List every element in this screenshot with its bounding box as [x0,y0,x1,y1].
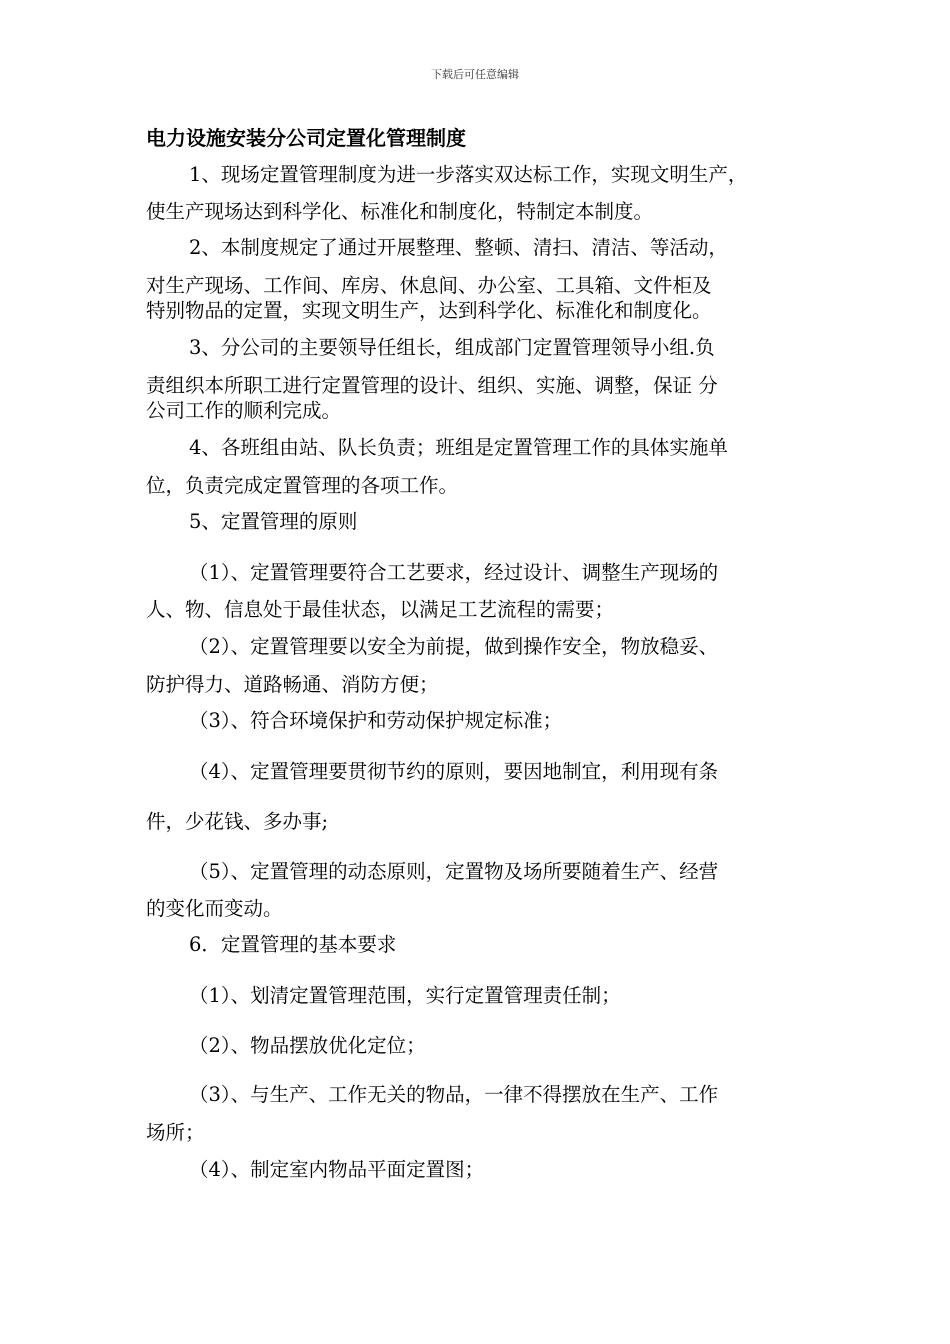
paragraph-line: （2）、物品摆放优化定位； [189,1034,426,1057]
paragraph-line: 件，少花钱、多办事; [146,810,329,833]
paragraph-line: （3）、符合环境保护和劳动保护规定标准； [189,709,563,732]
paragraph-line: 防护得力、道路畅通、消防方便； [146,673,439,696]
paragraph-line: （5）、定置管理的动态原则，定置物及场所要随着生产、经营 [189,860,719,883]
paragraph-line: （2）、定置管理要以安全为前提，做到操作安全，物放稳妥、 [189,635,719,658]
section-heading: 5、定置管理的原则 [189,510,358,533]
paragraph-line: （1）、定置管理要符合工艺要求，经过设计、调整生产现场的 [189,561,719,584]
paragraph-line: 2、本制度规定了通过开展整理、整顿、清扫、清洁、等活动， [189,236,728,259]
paragraph-line: 人、物、信息处于最佳状态，以满足工艺流程的需要； [146,598,615,621]
paragraph-line: 对生产现场、工作间、库房、休息间、办公室、工具箱、文件柜及 [146,274,712,297]
paragraph-line: 公司工作的顺利完成。 [146,399,342,422]
paragraph-line: 特别物品的定置，实现文明生产，达到科学化、标准化和制度化。 [146,299,712,322]
paragraph-line: 责组织本所职工进行定置管理的设计、组织、实施、调整，保证 分 [146,374,718,397]
paragraph-line: 场所； [146,1121,205,1144]
document-title: 电力设施安装分公司定置化管理制度 [146,126,466,150]
paragraph-line: 4、各班组由站、队长负责；班组是定置管理工作的具体实施单 [189,436,728,459]
paragraph-line: 1、现场定置管理制度为进一步落实双达标工作，实现文明生产， [189,163,748,186]
paragraph-line: （1）、划清定置管理范围，实行定置管理责任制； [189,984,621,1007]
paragraph-line: （4）、定置管理要贯彻节约的原则，要因地制宜，利用现有条 [189,760,719,783]
paragraph-line: 使生产现场达到科学化、标准化和制度化，特制定本制度。 [146,200,654,223]
paragraph-line: （3）、与生产、工作无关的物品，一律不得摆放在生产、工作 [189,1083,719,1106]
paragraph-line: 位，负责完成定置管理的各项工作。 [146,474,459,497]
section-heading: 6．定置管理的基本要求 [189,933,397,956]
paragraph-line: 的变化而变动。 [146,897,283,920]
header-note: 下载后可任意编辑 [431,68,519,81]
paragraph-line: （4）、制定室内物品平面定置图； [189,1158,485,1181]
paragraph-line: 3、分公司的主要领导任组长，组成部门定置管理领导小组.负 [189,336,715,359]
